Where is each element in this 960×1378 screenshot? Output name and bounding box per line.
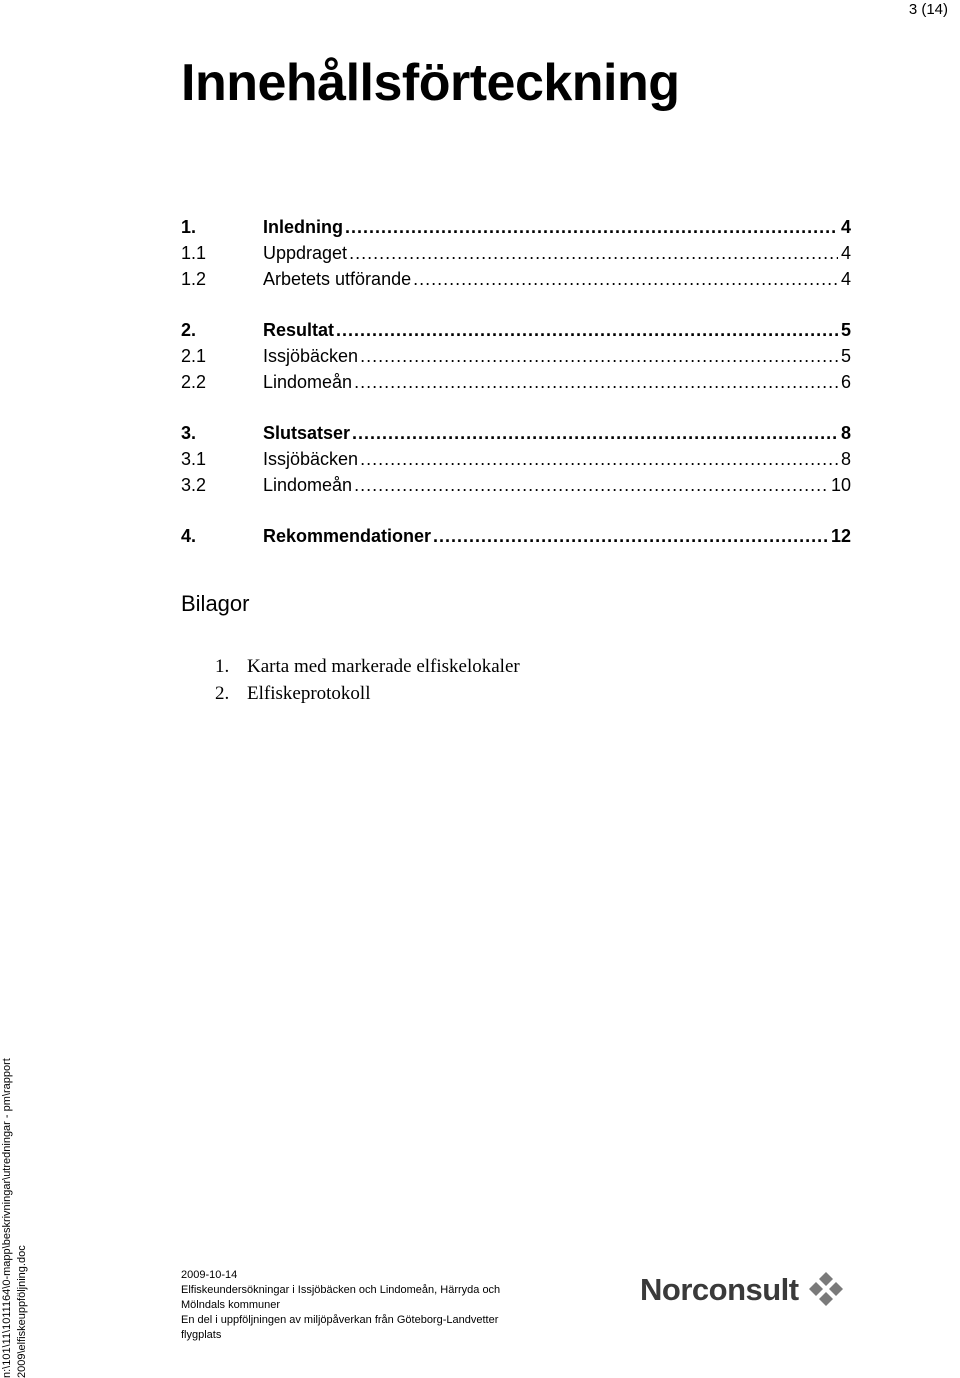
toc-label: Uppdraget — [263, 243, 348, 263]
toc-page-number: 4 — [840, 217, 851, 237]
footer-line: flygplats — [181, 1329, 222, 1341]
toc-leader-dots — [433, 523, 828, 549]
footer-line: Mölndals kommuner — [181, 1299, 281, 1311]
toc-leader-dots — [345, 214, 838, 240]
toc-entry[interactable] — [181, 472, 851, 498]
toc-number: 1. — [181, 217, 197, 237]
file-path-vertical — [0, 818, 36, 1378]
toc-leader-dots — [413, 266, 838, 292]
toc-number: 2.1 — [181, 346, 207, 366]
toc-label: Lindomeån — [263, 372, 353, 392]
toc-page-number: 8 — [840, 449, 851, 469]
toc-label: Issjöbäcken — [263, 346, 359, 366]
toc-entry[interactable] — [181, 446, 851, 472]
footer-line: En del i uppföljningen av miljöpåverkan från Göteborg-Landvetter — [181, 1314, 499, 1326]
bilaga-item — [215, 680, 520, 707]
toc-number: 1.2 — [181, 269, 207, 289]
toc-entry[interactable] — [181, 317, 851, 343]
bilagor-heading: Bilagor — [181, 591, 250, 616]
toc-label: Slutsatser — [263, 423, 351, 443]
toc-label: Rekommendationer — [263, 526, 432, 546]
page-title: Innehållsförteckning — [181, 54, 680, 112]
toc-number: 3. — [181, 423, 197, 443]
toc-section — [181, 523, 851, 549]
diamond-cluster-icon — [805, 1270, 847, 1310]
page-number: 3 (14) — [908, 1, 948, 18]
toc-page-number: 6 — [840, 372, 851, 392]
toc-label: Inledning — [263, 217, 343, 237]
toc-leader-dots — [354, 369, 838, 395]
toc-number: 4. — [181, 526, 197, 546]
toc-leader-dots — [336, 317, 838, 343]
toc-page-number: 10 — [830, 475, 851, 495]
toc-page-number: 4 — [840, 269, 851, 289]
toc-label: Lindomeån — [263, 475, 353, 495]
toc-leader-dots — [352, 420, 838, 446]
toc-label: Issjöbäcken — [263, 449, 359, 469]
toc-number: 1.1 — [181, 243, 207, 263]
bilaga-number: 1. — [215, 656, 230, 677]
toc-leader-dots — [349, 240, 838, 266]
toc-page-number: 12 — [830, 526, 851, 546]
toc-entry[interactable] — [181, 266, 851, 292]
toc-leader-dots — [354, 472, 828, 498]
toc-section — [181, 214, 851, 292]
toc-page-number: 8 — [840, 423, 851, 443]
bilaga-label: Elfiskeprotokoll — [247, 683, 371, 704]
toc-page-number: 4 — [840, 243, 851, 263]
toc-page-number: 5 — [840, 346, 851, 366]
norconsult-logo — [640, 1270, 847, 1310]
file-path-line: 2009\elfiskeuppföljning.doc — [16, 1245, 28, 1378]
toc-entry[interactable] — [181, 343, 851, 369]
toc-section — [181, 317, 851, 395]
toc-leader-dots — [360, 446, 838, 472]
toc-section — [181, 420, 851, 498]
bilaga-label: Karta med markerade elfiskelokaler — [247, 656, 520, 677]
toc-entry[interactable] — [181, 523, 851, 549]
toc-number: 3.1 — [181, 449, 207, 469]
toc-number: 2.2 — [181, 372, 207, 392]
bilaga-number: 2. — [215, 683, 230, 704]
logo-text: Norconsult — [640, 1272, 799, 1307]
toc-number: 3.2 — [181, 475, 207, 495]
file-path-line: n:\101\11\1011164\0-mapp\beskrivningar\utredningar - pm\rapport — [1, 1058, 13, 1378]
bilagor-list — [215, 653, 520, 707]
toc-entry[interactable] — [181, 369, 851, 395]
bilaga-item — [215, 653, 520, 680]
toc-entry[interactable] — [181, 214, 851, 240]
toc-label: Resultat — [263, 320, 335, 340]
table-of-contents — [181, 214, 851, 574]
toc-label: Arbetets utförande — [263, 269, 412, 289]
toc-entry[interactable] — [181, 420, 851, 446]
footer-text — [181, 1268, 500, 1343]
toc-leader-dots — [360, 343, 838, 369]
toc-entry[interactable] — [181, 240, 851, 266]
toc-page-number: 5 — [840, 320, 851, 340]
toc-number: 2. — [181, 320, 197, 340]
footer-date: 2009-10-14 — [181, 1269, 238, 1281]
footer-line: Elfiskeundersökningar i Issjöbäcken och Lindomeån, Härryda och — [181, 1284, 501, 1296]
